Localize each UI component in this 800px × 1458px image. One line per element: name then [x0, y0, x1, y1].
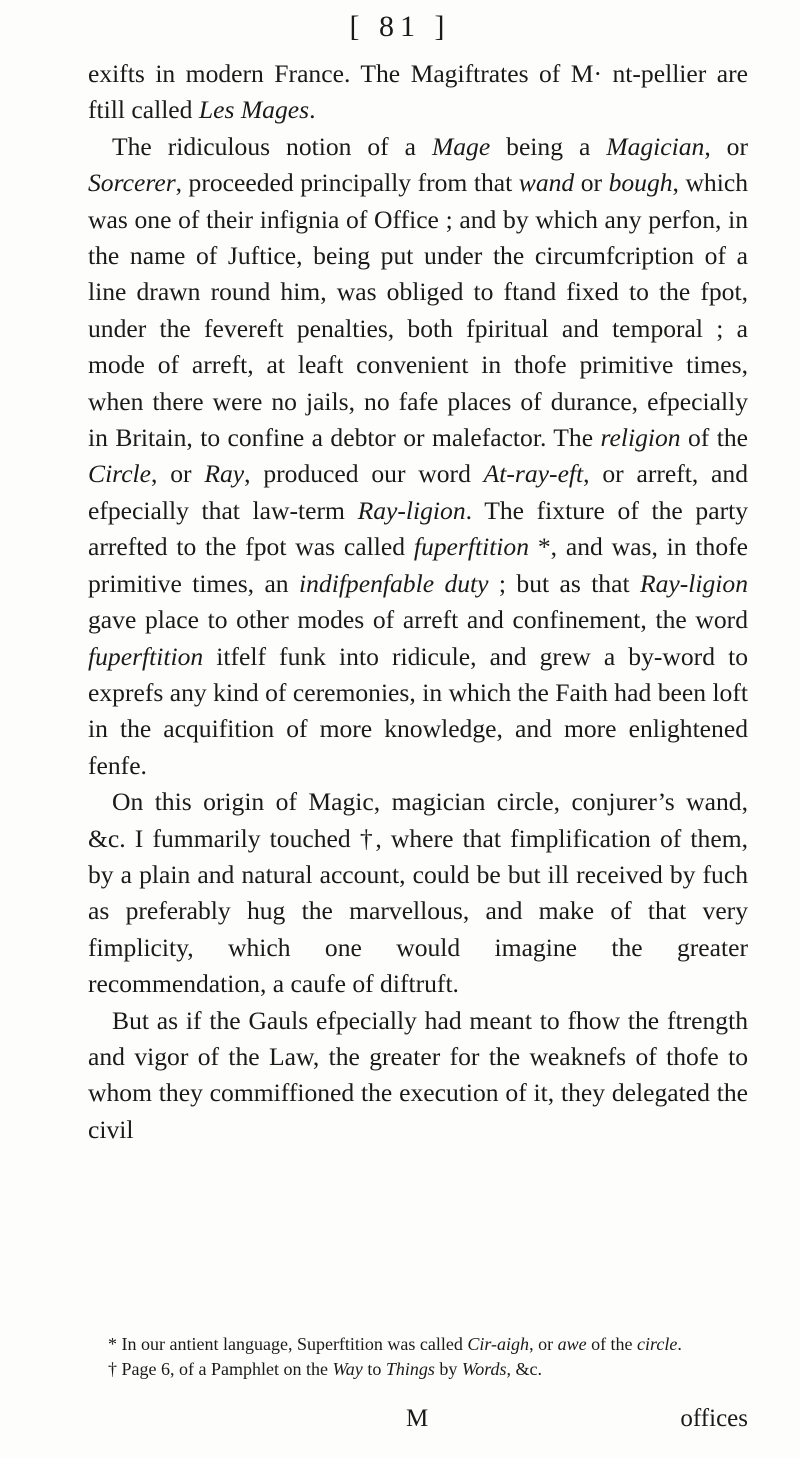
footnotes [88, 1332, 748, 1382]
signature-mark: M [406, 1405, 429, 1432]
italic-text: Mage [431, 131, 491, 161]
text-run: , or [529, 1334, 558, 1354]
text-run: , or [151, 459, 205, 489]
text-run: or [574, 168, 609, 198]
text-run: . [309, 95, 316, 125]
text-run: But as if the Gauls efpecially had meant to fhow the ftrength and vigor of the Law, the greater for the weaknefs of thofe to whom they commiffioned the execution of it, they delegated the civil [88, 1005, 748, 1144]
text-run: of the [680, 423, 748, 453]
italic-text: religion [600, 423, 681, 453]
footnote [88, 1332, 748, 1357]
text-run: * In our antient language, Superftition was called [108, 1334, 468, 1354]
text-run: ; but as that [488, 568, 640, 598]
main-text [88, 56, 748, 1148]
italic-text: Les Mages [198, 95, 310, 125]
italic-text: circle [637, 1334, 678, 1354]
italic-text: Cir-aigh [467, 1334, 530, 1354]
italic-text: awe [557, 1334, 587, 1354]
italic-text: Way [332, 1359, 363, 1379]
italic-text: bough [608, 168, 673, 198]
paragraph [88, 784, 748, 1002]
text-run: itfelf funk into ridicule, and grew a by-word to exprefs any kind of ceremonies, in which the Faith had been loft in the acquifition of more knowledge, and more enlightened fenfe. [88, 641, 748, 780]
text-run: being a [490, 131, 607, 161]
text-run: , produced our word [244, 459, 484, 489]
text-run: to [362, 1359, 386, 1379]
italic-text: Circle [88, 459, 152, 489]
italic-text: Ray-ligion [639, 568, 748, 598]
text-run: of the [586, 1334, 638, 1354]
text-run: , &c. [506, 1359, 543, 1379]
italic-text: At-ray-eft [483, 459, 584, 489]
italic-text: indifpenfable duty [299, 568, 489, 598]
italic-text: Magician [606, 131, 705, 161]
text-run: The ridiculous notion of a [112, 131, 432, 161]
text-run: by [434, 1359, 462, 1379]
italic-text: Ray-ligion [357, 495, 466, 525]
italic-text: Things [385, 1359, 435, 1379]
italic-text: Words [461, 1359, 507, 1379]
italic-text: fuperftition [413, 532, 530, 562]
page-number: [ 81 ] [349, 10, 451, 43]
italic-text: fuperftition [88, 641, 204, 671]
paragraph [88, 1003, 748, 1149]
text-run: exifts in modern France. The Magiftrates of M· nt-pellier are ftill called [88, 59, 748, 125]
paragraph [88, 56, 748, 129]
italic-text: Sorcerer [88, 168, 176, 198]
text-run: , or arreft, and efpecially that law-term [88, 459, 749, 525]
paragraph [88, 129, 748, 784]
text-run: *, and was, in thofe primitive times, an [88, 532, 749, 598]
italic-text: Ray [204, 459, 245, 489]
catchword: offices [680, 1405, 748, 1432]
footnote [88, 1357, 748, 1382]
text-run: , which was one of their infignia of Office ; and by which any perfon, in the name of Juftice, being put under the circumfcription of a line drawn round him, was obliged to ftand fixed to the fpot, under the fevereft penalties, both fpiritual and temporal ; a mode of arreft, at leaft convenient in thofe primitive times, when there were no jails, no fafe places of durance, efpecially in Britain, to confine a debtor or malefactor. The [88, 168, 748, 453]
text-run: , or [704, 131, 748, 161]
text-run: . The fixture of the party arrefted to the fpot was called [88, 495, 748, 562]
text-run: † Page 6, of a Pamphlet on the [108, 1359, 333, 1379]
text-run: gave place to other modes of arreft and confinement, the word [88, 605, 748, 635]
text-run: . [677, 1334, 682, 1354]
text-run: On this origin of Magic, magician circle, conjurer’s wand, &c. I fummarily touched †, where that fimplification of them, by a plain and natural account, could be but ill received by fuch as preferably hug the marvellous, and make of that very fimplicity, which one would imagine the greater recommendation, a caufe of diftruft. [88, 787, 748, 999]
text-run: , proceeded principally from that [175, 168, 519, 198]
italic-text: wand [518, 168, 575, 198]
